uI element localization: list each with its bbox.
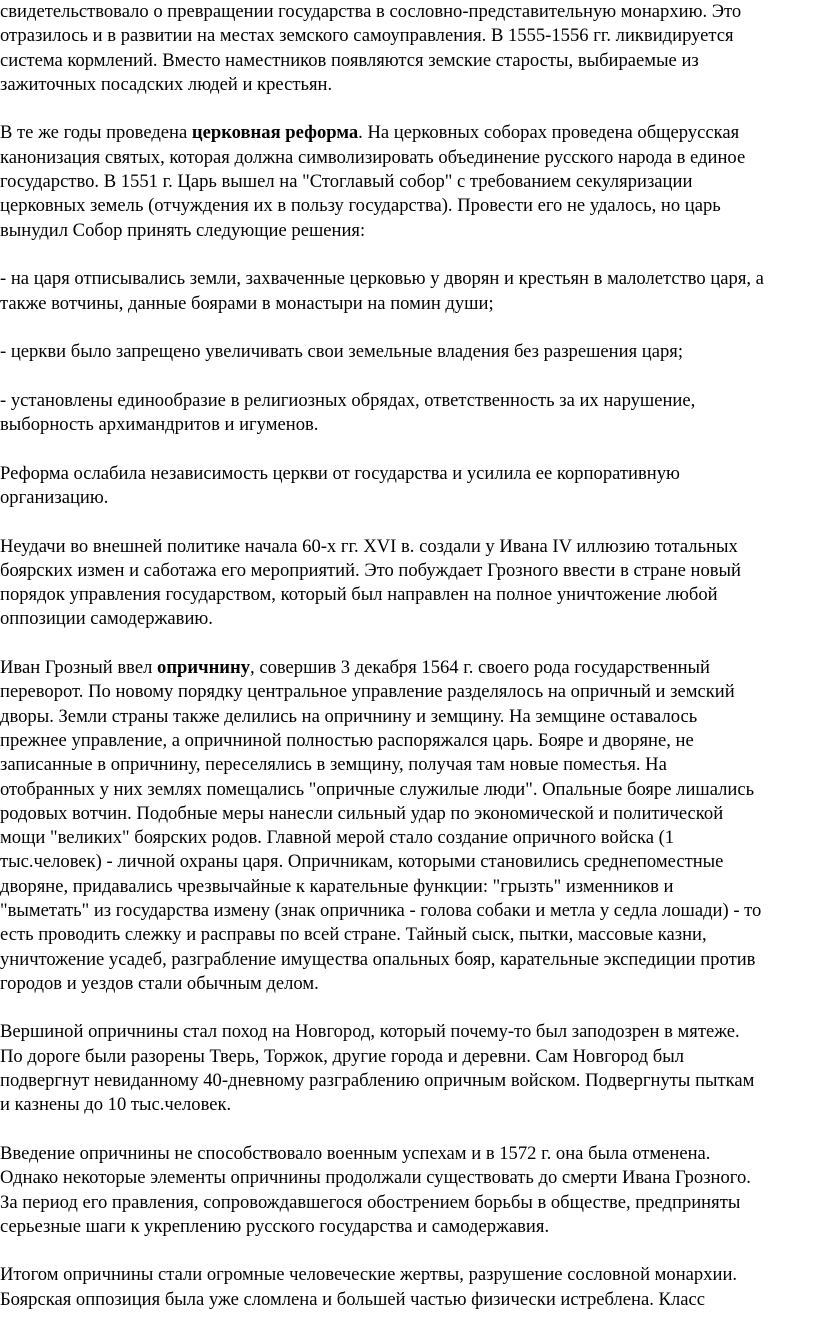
text-line: Неудачи во внешней политике начала 60-х гг. XVI в. создали у Ивана IV иллюзию тотальных [0,535,738,557]
text-line: выборность архимандритов и игуменов. [0,414,319,436]
paragraph-novgorod [0,1020,812,1117]
text-line: Вершиной опричнины стал поход на Новгород, который почему-то был заподозрен в мятеже. [0,1021,740,1043]
text-line: церковных земель (отчуждения их в пользу государства). Провести его не удалось, но царь [0,195,721,217]
text-line: зажиточных посадских людей и крестьян. [0,73,333,95]
text-line: переворот. По новому порядку центральное управление разделялось на опричный и земский [0,681,735,703]
text-line: уничтожение усадеб, разграбление имущества опальных бояр, карательные экспедиции против [0,948,756,970]
text-run: В те же годы проведена [0,122,192,144]
text-line: За период его правления, сопровождавшегося обострением борьбы в обществе, предприняты [0,1191,741,1213]
text-line [0,656,812,680]
text-line: есть проводить слежку и расправы по всей стране. Тайный сыск, пытки, массовые казни, [0,924,707,946]
bold-term-oprichnina: опричнину [157,657,251,679]
text-line: "выметать" из государства измену (знак опричника - голова собаки и метла у седла лошади) - то [0,899,762,921]
text-line: Реформа ослабила независимость церкви от государства и усилила ее корпоративную [0,462,680,484]
text-line: боярских измен и саботажа его мероприятий. Это побуждает Грозного ввести в стране новый [0,559,741,581]
text-line: вынудил Собор принять следующие решения: [0,219,366,241]
text-line: - церкви было запрещено увеличивать свои земельные владения без разрешения царя; [0,341,683,363]
text-line: отразилось и в развитии на местах земского самоуправления. В 1555-1556 гг. ликвидируется [0,25,734,47]
text-line: государство. В 1551 г. Царь вышел на "Стоглавый собор" с требованием секуляризации [0,171,693,193]
text-line: оппозиции самодержавию. [0,608,213,630]
text-line: - на царя отписывались земли, захваченные церковью у дворян и крестьян в малолетство царя, а [0,268,764,290]
bold-term-church-reform: церковная реформа [191,122,359,144]
text-line: Итогом опричнины стали огромные человеческие жертвы, разрушение сословной монархии. [0,1264,738,1286]
text-line: канонизация святых, которая должна символизировать объединение русского народа в единое [0,146,746,168]
text-line: серьезные шаги к укреплению русского государства и самодержавия. [0,1215,550,1237]
list-item-church-holdings [0,340,812,364]
text-line: порядок управления государством, который был направлен на полное уничтожение любой [0,584,718,606]
text-line: родовых вотчин. Подобные меры нанесли сильный удар по экономической и политической [0,802,724,824]
text-line: дворы. Земли страны также делились на опричнину и земщину. На земщине оставалось [0,705,698,727]
paragraph-abolition [0,1142,812,1239]
text-line [0,121,812,145]
text-line: тыс.человек) - личной охраны царя. Опричникам, которыми становились среднепоместные [0,851,724,873]
text-line: Боярская оппозиция была уже сломлена и большей частью физически истреблена. Класс [0,1288,705,1310]
text-line: также вотчины, данные боярами в монастыри на помин души; [0,292,494,314]
text-line: и казнены до 10 тыс.человек. [0,1094,232,1116]
paragraph-oprichnina [0,656,812,996]
text-run: Иван Грозный ввел [0,657,158,679]
text-line: прежнее управление, а опричниной полностью распоряжался царь. Бояре и дворяне, не [0,729,694,751]
text-line: Введение опричнины не способствовало военным успехам и в 1572 г. она была отменена. [0,1142,711,1164]
text-line: отобранных у них землях помещались "опричные служилые люди". Опальные бояре лишались [0,778,755,800]
text-line: По дороге были разорены Тверь, Торжок, другие города и деревни. Сам Новгород был [0,1045,684,1067]
paragraph-reform-result [0,462,812,511]
paragraph-church-reform [0,121,812,242]
text-line: организацию. [0,486,109,508]
text-line: записанные в опричнину, переселялись в земщину, получая там новые поместья. На [0,754,667,776]
text-line: дворяне, придавались чрезвычайные к карательные функции: "грызть" изменников и [0,875,674,897]
paragraph-foreign-policy [0,535,812,632]
paragraph-zemstvo [0,0,812,97]
list-item-lands [0,267,812,316]
text-line: - установлены единообразие в религиозных обрядах, ответственность за их нарушение, [0,389,696,411]
text-line: подвергнут невиданному 40-дневному разграблению опричным войском. Подвергнуты пыткам [0,1070,755,1092]
text-line: Однако некоторые элементы опричнины продолжали существовать до смерти Ивана Грозного. [0,1167,751,1189]
text-run: . На церковных соборах проведена общерусская [358,122,740,144]
list-item-rites [0,389,812,438]
text-line: мощи "великих" боярских родов. Главной мерой стало создание опричного войска (1 [0,827,675,849]
text-line: свидетельствовало о превращении государства в сословно-представительную монархию. Это [0,1,742,22]
paragraph-outcome [0,1263,812,1312]
text-line: городов и уездов стали обычным делом. [0,972,319,994]
text-run: , совершив 3 декабря 1564 г. своего рода государственный [250,657,710,679]
text-line: система кормлений. Вместо наместников появляются земские старосты, выбираемые из [0,49,699,71]
